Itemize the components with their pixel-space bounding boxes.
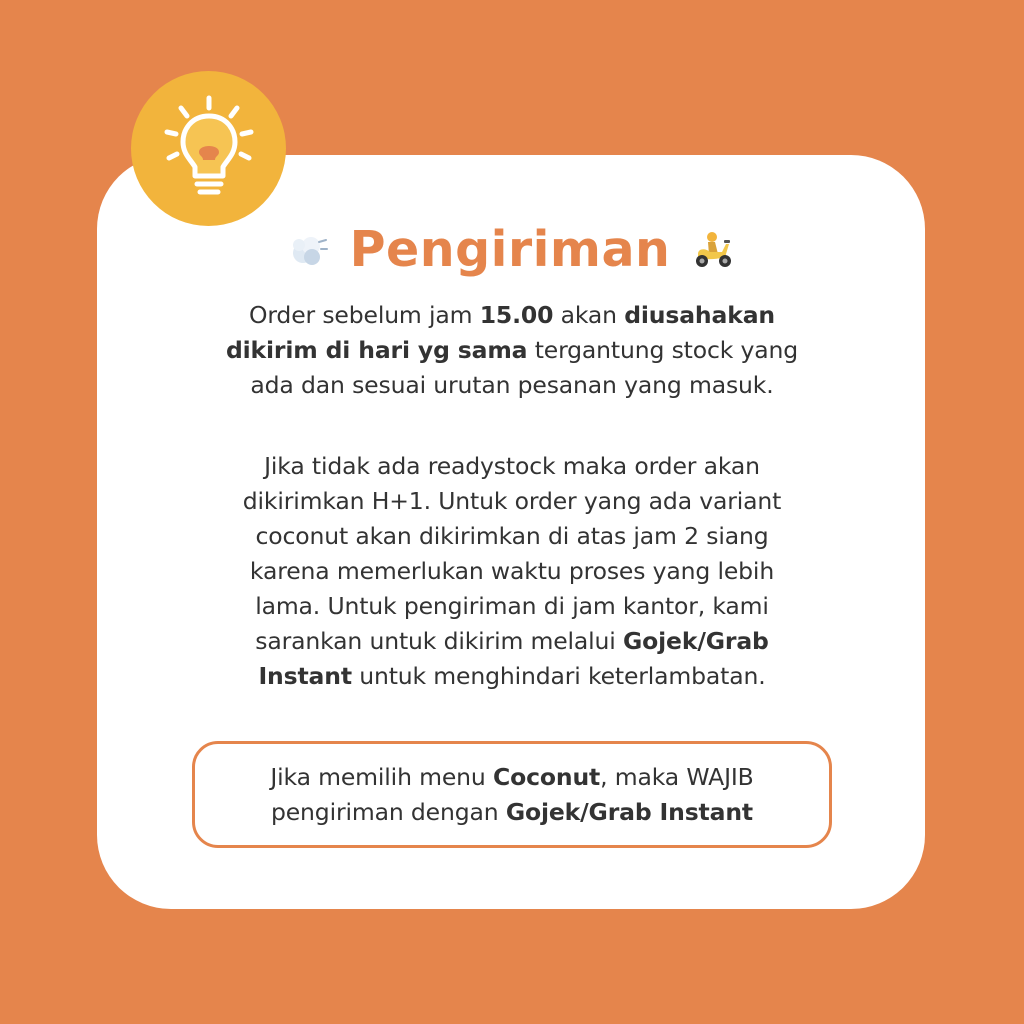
motor-scooter-icon bbox=[692, 230, 734, 270]
text-line: ada dan sesuai urutan pesanan yang masuk. bbox=[250, 371, 774, 399]
text-line: coconut akan dikirimkan di atas jam 2 siang bbox=[255, 522, 769, 550]
lightbulb-icon bbox=[161, 94, 257, 204]
text-line: dikirimkan H+1. Untuk order yang ada variant bbox=[242, 487, 782, 515]
page-title: Pengiriman bbox=[349, 221, 671, 278]
delivery-paragraph-1 bbox=[150, 298, 874, 403]
text-line: karena memerlukan waktu proses yang lebih bbox=[249, 557, 775, 585]
delivery-paragraph-2 bbox=[150, 449, 874, 694]
notice-text bbox=[270, 760, 753, 830]
dash-cloud-icon bbox=[290, 233, 328, 267]
text-line: sarankan untuk dikirim melalui Gojek/Grab bbox=[255, 627, 769, 655]
title-row bbox=[0, 218, 1024, 282]
text-line: Jika memilih menu Coconut, maka WAJIB bbox=[270, 762, 754, 791]
coconut-notice-box bbox=[192, 741, 832, 848]
text-line: Instant untuk menghindari keterlambatan. bbox=[258, 662, 766, 690]
lightbulb-badge bbox=[131, 71, 286, 226]
text-line: Jika tidak ada readystock maka order akan bbox=[264, 452, 760, 480]
text-line: pengiriman dengan Gojek/Grab Instant bbox=[270, 797, 754, 826]
text-line: dikirim di hari yg sama tergantung stock yang bbox=[225, 336, 799, 364]
text-line: lama. Untuk pengiriman di jam kantor, kami bbox=[255, 592, 769, 620]
text-line: Order sebelum jam 15.00 akan diusahakan bbox=[248, 301, 775, 329]
